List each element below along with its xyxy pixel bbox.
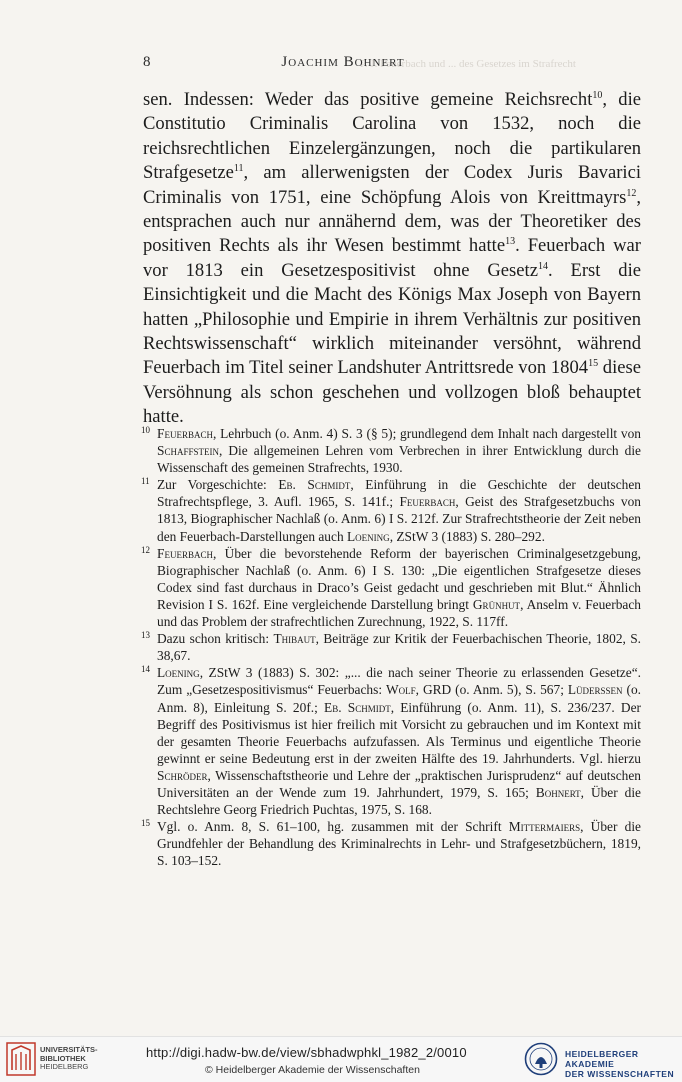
footnote-text: , Über die Grundfehler der Behandlung des Kriminalrechts in Lehr- und Strafgesetzbüchern, 1819, S. 103–152. xyxy=(157,819,641,869)
footnote-ref[interactable]: 11 xyxy=(233,163,244,175)
library-name-line: UNIVERSITÄTS- xyxy=(40,1045,98,1054)
university-library-logo-icon[interactable] xyxy=(6,1042,36,1076)
viewer-footer xyxy=(0,1036,682,1082)
footnote-text: , Lehrbuch (o. Anm. 4) S. 3 (§ 5); grundlegend dem Inhalt nach dargestellt von xyxy=(212,426,641,441)
footnote-11 xyxy=(143,476,641,544)
footnote-number: 12 xyxy=(141,544,150,555)
body-paragraph xyxy=(143,88,641,430)
footnote-text: , Die allgemeinen Lehren vom Verbrechen in ihrer Entwicklung durch die Wissenschaft des gemeinen Strafrechts, 1930. xyxy=(157,443,641,476)
footnote-text: , Über die Rechtslehre Georg Friedrich Puchtas, 1975, S. 168. xyxy=(157,784,641,818)
footnote-ref[interactable]: 10 xyxy=(592,90,603,101)
text-run: , entsprachen auch nur annähernd dem, was der Theoretiker des positiven Rechts als ihr Wesen bestimmt hatte xyxy=(143,186,641,257)
footnote-text: , Geist des Strafgesetzbuchs von 1813, Biographischer Nachlaß (o. Anm. 6) I S. 212f. Zur Strafrechtstheorie der Zeit neben den Feuerbach-Darstellungen auch xyxy=(157,494,641,544)
footnote-14 xyxy=(143,664,641,818)
author-name: Feuerbach xyxy=(157,545,213,561)
footnote-number: 11 xyxy=(141,476,150,487)
page-number: 8 xyxy=(143,54,151,70)
footnote-number: 14 xyxy=(141,664,150,675)
footnote-text: , Einführung (o. Anm. 11), S. 236/237. Der Begriff des Positivismus ist hier freilich mit Vorsicht zu gebrauchen und im Kontext mit der gesamten Theorie Feuerbachs aufzufassen. Als Terminus und eigentliche Theorie gewinnt er seine Bedeutung erst in der zweiten Hälfte des 19. Jahrhunderts. Vgl. hierzu xyxy=(157,699,641,766)
bleed-through-text: P. J. Feuerbach und ... des Gesetzes im Strafrecht xyxy=(360,58,576,70)
academy-name xyxy=(565,1049,682,1079)
author-name: Eb. Schmidt xyxy=(324,699,391,715)
copyright-notice: © Heidelberger Akademie der Wissenschaften xyxy=(205,1064,420,1076)
footnote-ref[interactable]: 14 xyxy=(537,260,548,272)
author-name: Eb. Schmidt xyxy=(278,477,351,493)
footnote-text: , ZStW 3 (1883) S. 280–292. xyxy=(389,528,545,544)
main-text xyxy=(143,88,641,430)
author-name: Feuerbach xyxy=(157,426,213,441)
footnote-number: 13 xyxy=(141,630,150,641)
author-name: Feuerbach xyxy=(399,494,456,510)
footnote-text: , GRD (o. Anm. 5), S. 567; xyxy=(415,682,568,698)
academy-name-line: HEIDELBERGER AKADEMIE xyxy=(565,1049,639,1069)
author-name: Grünhut xyxy=(472,596,521,612)
footnotes xyxy=(143,425,641,869)
author-name: Wolf xyxy=(386,682,416,698)
footnote-text: , ZStW 3 (1883) S. 302: „... die nach seiner Theorie zu erlassenden Gesetze“. Zum „Gesetzespositivismus“ Feuerbachs: xyxy=(157,665,641,698)
author-name: Schaffstein xyxy=(157,443,219,459)
footnote-text: , Anselm v. Feuerbach und das Problem der strafrechtlichen Zurechnung, 1922, S. 117ff. xyxy=(157,596,641,630)
footnote-ref[interactable]: 13 xyxy=(505,236,516,248)
text-run: , die Constitutio Criminalis Carolina von 1532, noch die reichsrechtlichen Einzelergänzungen, noch die partikularen Strafgesetze xyxy=(143,89,642,184)
text-run: . Feuerbach war vor 1813 ein Gesetzespositivist ohne Gesetz xyxy=(143,235,641,281)
academy-seal-icon[interactable] xyxy=(524,1042,558,1076)
author-name: Mittermaiers xyxy=(508,819,581,835)
author-name: Lüderssen xyxy=(567,682,623,698)
page-header xyxy=(143,54,543,74)
text-run: . Erst die Einsichtigkeit und die Macht des Königs Max Joseph von Bayern hatten „Philosophie und Empirie in ihrem Verhältnis zur positiven Rechtswissenschaft“ wirklich miteinander versöhnt, während Feuerbach im Titel seiner Landshuter Antrittsrede von 1804 xyxy=(143,259,641,379)
footnote-text: Vgl. o. Anm. 8, S. 61–100, hg. zusammen mit der Schrift xyxy=(157,819,509,835)
text-run: , am allerwenigsten der Codex Juris Bavarici Criminalis von 1751, eine Schöpfung Alois von Kreittmayrs xyxy=(143,162,641,208)
footnote-text: , Über die bevorstehende Reform der bayerischen Criminalgesetzgebung, Biographischer Nachlaß (o. Anm. 6) I S. 130: „Die eigentlichen Strafgesetze dieses Codex sind fast durchaus in Draco’s Geist gedacht und geschrieben mit Blut.“ Ähnlich Revision I S. 162f. Eine vergleichende Darstellung bringt xyxy=(157,545,641,612)
footnote-13 xyxy=(143,630,641,664)
author-name: Loening xyxy=(157,665,200,681)
footnote-text: (o. Anm. 8), Einleitung S. 20f.; xyxy=(157,682,641,715)
text-run: diese Versöhnung als schon geschehen und vollzogen bloß behauptet hatte. xyxy=(143,357,641,428)
library-name-line: BIBLIOTHEK xyxy=(40,1053,86,1063)
author-name: Schröder xyxy=(157,767,208,783)
author-name: Thibaut xyxy=(273,631,316,647)
footnote-12 xyxy=(143,545,641,630)
author-name: Bohnert xyxy=(535,784,581,800)
page-url-link[interactable]: http://digi.hadw-bw.de/view/sbhadwphkl_1982_2/0010 xyxy=(146,1045,467,1060)
footnote-text: , Einführung in die Geschichte der deutschen Strafrechtspflege, 3. Aufl. 1965, S. 141f.; xyxy=(157,477,641,510)
text-run: sen. Indessen: Weder das positive gemeine Reichsrecht xyxy=(143,89,593,110)
author-name: Loening xyxy=(347,528,390,544)
footnote-ref[interactable]: 15 xyxy=(588,358,599,370)
library-name-line: HEIDELBERG xyxy=(40,1062,89,1071)
footnote-number: 15 xyxy=(141,818,150,829)
footnote-ref[interactable]: 12 xyxy=(626,187,637,199)
footnote-10 xyxy=(143,425,641,476)
footnote-number: 10 xyxy=(141,425,150,435)
academy-name-line: DER WISSENSCHAFTEN xyxy=(565,1069,675,1079)
running-head: Joachim Bohnert xyxy=(281,54,405,70)
footnote-text: , Beiträge zur Kritik der Feuerbachischen Theorie, 1802, S. 38,67. xyxy=(157,631,642,664)
university-library-name xyxy=(40,1046,98,1072)
footnote-15 xyxy=(143,818,641,869)
footnote-text: Zur Vorgeschichte: xyxy=(157,477,279,493)
footnote-text: , Wissenschaftstheorie und Lehre der „praktischen Jurisprudenz“ auf deutschen Universitäten an der Wende zum 19. Jahrhundert, 1979, S. 165; xyxy=(157,767,641,800)
footnote-text: Dazu schon kritisch: xyxy=(157,631,274,647)
